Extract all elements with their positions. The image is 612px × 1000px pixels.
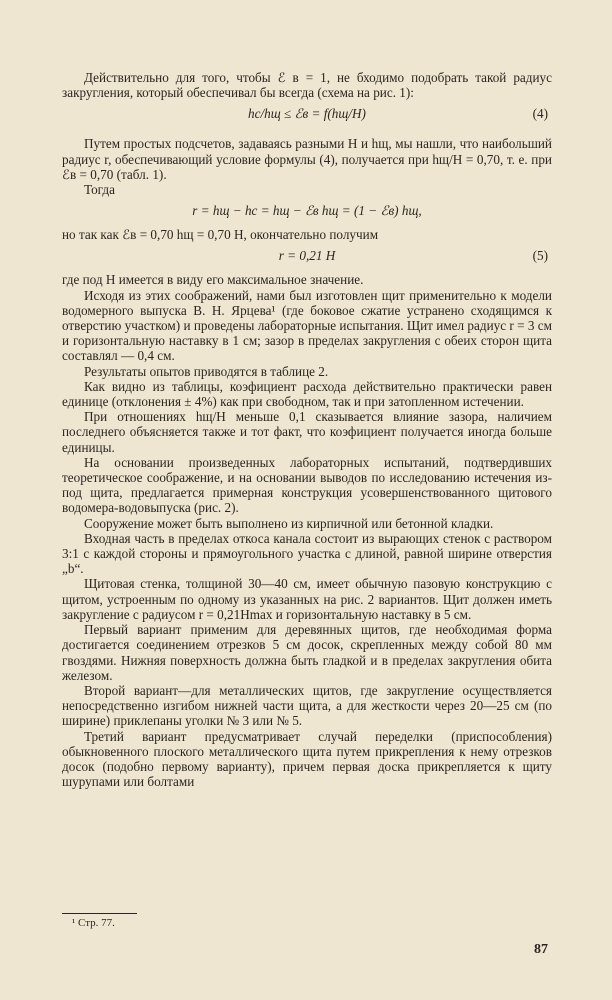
page-number: 87: [534, 942, 548, 957]
paragraph: Входная часть в пределах откоса канала состоит из вырающих стенок с раствором 3:1 с каждой стороны и прямоугольного участка с длиной, равной ширине отверстия „b“.: [62, 530, 552, 577]
equation-5: [62, 242, 552, 272]
footnote-rule: [62, 913, 137, 914]
paragraph: Исходя из этих соображений, нами был изготовлен щит применительно к модели водомерного выпуска В. Н. Ярцева¹ (где боковое сжатие устранено сходящимся к отверстию участком) и проведены лабораторные испытания. Щит имел радиус r = 3 см и горизонтальную наставку в 1 см; зазор в пределах закругления с обеих сторон щита составлял — 0,4 см.: [62, 287, 552, 364]
paragraph: Как видно из таблицы, коэфициент расхода действительно практически равен единице (отклонения ± 4%) как при свободном, так и при затопленном истечении.: [62, 378, 552, 410]
paragraph: но так как ℰв = 0,70 hщ = 0,70 H, окончательно получим: [62, 227, 379, 243]
equation-formula: r = 0,21 H: [278, 248, 336, 264]
equation-number: (4): [532, 106, 548, 122]
paragraph: Щитовая стенка, толщиной 30—40 см, имеет обычную пазовую конструкцию с щитом, устроенным по одному из указанных на рис. 2 вариантов. Щит должен иметь закругление с радиусом r = 0,21Hmax и горизонтальную наставку в 5 см.: [62, 576, 552, 622]
paragraph: где под H имеется в виду его максимальное значение.: [62, 272, 364, 288]
paragraph: Первый вариант применим для деревянных щитов, где необходимая форма достигается соединением отрезков 5 см досок, скрепленных между собой 80 мм гвоздями. Нижняя поверхность должна быть гладкой и в пределах закругления обита железом.: [62, 622, 552, 683]
equation-formula: hс/hщ ≤ ℰв = f(hщ/H): [248, 106, 366, 122]
paragraph: Второй вариант—для металлических щитов, где закругление осуществляется непосредственно изгибом нижней части щита, а для жесткости через 20—25 см (по ширине) приклепаны уголки № 3 или № 5.: [62, 682, 552, 729]
equation-4: [62, 100, 552, 136]
paragraph: При отношениях hщ/H меньше 0,1 сказывается влияние зазора, наличием последнего объясняется также и тот факт, что коэфициент получается иногда больше единицы.: [62, 409, 552, 455]
paragraph: Результаты опытов приводятся в таблице 2.: [84, 363, 329, 379]
paragraph: Третий вариант предусматривает случай переделки (приспособления) обыкновенного плоского металлического щита путем прикрепления к нему отрезков досок (подобно первому варианту), причем первая доска прикрепляется к щиту шурупами или болтами: [62, 728, 552, 790]
paragraph: На основании произведенных лабораторных испытаний, подтвердивших теоретическое соображение, и на основании выводов по исследованию истечения из-под щита, предлагается примерная конструкция усовершенствованного щитового водомера-водовыпуска (рис. 2).: [62, 454, 552, 516]
footnote: ¹ Стр. 77.: [72, 917, 115, 929]
paragraph: Тогда: [84, 182, 115, 198]
paragraph: Сооружение может быть выполнено из кирпичной или бетонной кладки.: [84, 515, 494, 531]
equation-formula: r = hщ − hс = hщ − ℰв hщ = (1 − ℰв) hщ,: [192, 203, 422, 219]
paragraph: Действительно для того, чтобы ℰ в = 1, не бходимо подобрать такой радиус закругления, который обеспечивал бы всегда (схема на рис. 1):: [62, 70, 552, 101]
equation-number: (5): [532, 248, 548, 264]
body-text: [62, 70, 552, 789]
equation-r: [62, 197, 552, 227]
paragraph: Путем простых подсчетов, задаваясь разными H и hщ, мы нашли, что наибольший радиус r, обеспечивающий условие формулы (4), получается при hщ/H = 0,70, т. е. при ℰв = 0,70 (табл. 1).: [62, 136, 552, 182]
